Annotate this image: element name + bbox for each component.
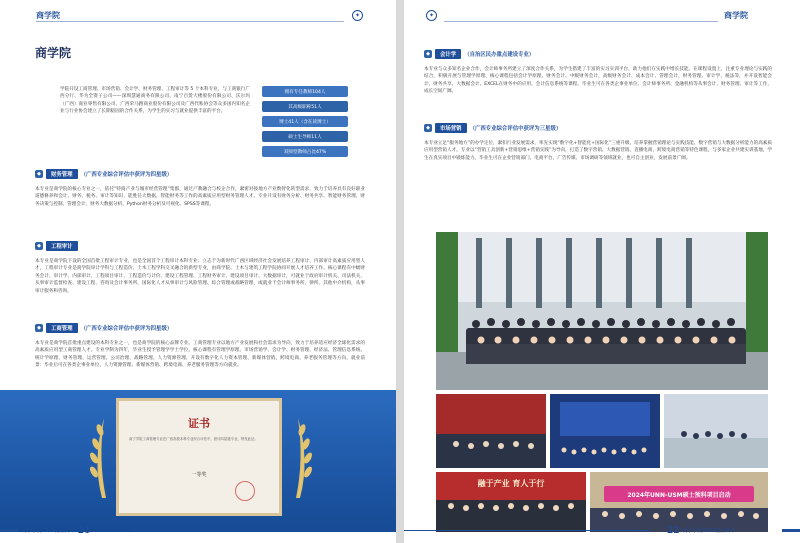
certificate-grade: 一等奖 <box>191 472 207 478</box>
left-header <box>36 8 60 22</box>
section-text-marketing: 本专业立足“服务地方”的办学定位，紧扣行业发展需求，率先实现“数字化+智能化+国际化”三重升级，培养掌握营销理论与实践技能、数字营销与大数据分析能力的高素质应用型营销人才。专业以“营销工具创新+营销思维+营销实践”为导向，打造了数字营销、大数据营销、直播电商、跨境电商营销等特色课程，与多家企业共建实训基地，学生在真实项目中锻炼能力。毕业生可在企业营销部门、电商平台、广告传媒、市场调研等领域就业，也可自主创业，发展前景广阔。 <box>424 141 772 161</box>
section-icon: ◆ <box>35 324 43 332</box>
event-photo-banner-2 <box>590 472 768 532</box>
section-text-audit: 本专业是商学院下设的全国首批工程审计专业，也是全国首个工程审计本科专业；立志于为新时代广西区域经济社会发展培养工程审计、内部审计高素质应用型人才，工程审计专业是商学院审计学科与工程造价、土木工程学科交叉融合的新型专业，由商学院、土木与建筑工程学院协同开展人才培养工作。核心课程有中级财务会计、审计学、内部审计、工程项目审计、工程造价与计价、建设工程管理、工程财务审计、建设项目审计、大数据审计，可就业于政府审计机关、司法机关、从事审计监督检查、建设工程、咨询及会计事务所、国际化人才从事审计与风险管理、综合管理或战略管理，或就业于会计师事务所、律所、其他中介机构，从事审计服务和咨询。 <box>35 259 365 294</box>
section-heading-finance: ◆ 财务管理 （广西专业综合评估中获评为四星级） <box>35 168 172 179</box>
group-photo <box>436 232 768 390</box>
section-text-business: 本专业是商学院首批重点建设的本科专业之一，也是商学院的核心品牌专业。工商管理专业以地方产业发展和社会需求为导向，致力于培养适应经济全球化需求的高素质应用型工商管理人才。专业学制为四年，毕业生授予管理学学士学位。核心课程有管理学原理、市场营销学、会计学、财务管理、经济法、管理信息系统、统计学原理、财务管理、运营管理、公司治理、战略管理、人力资源管理、开设有数字化人力资本管理、新媒体营销、跨境电商、养老服务管理等方向。就业前景：毕业后可在各类企事业单位、人力资源管理、新媒体营销、跨境电商、养老服务管理等方向就业。 <box>35 341 365 369</box>
section-heading-accounting: ◆ 会计学 （自治区民办重点建设专业） <box>424 48 534 59</box>
stat-badge: 硕士生导师11人 <box>262 131 348 142</box>
right-header <box>724 8 748 22</box>
stat-badge: 其高级职称51人 <box>262 101 348 112</box>
header-divider <box>36 21 344 22</box>
school-logo-icon: ✦ <box>426 10 437 21</box>
seal-icon <box>235 481 255 501</box>
right-footer <box>664 526 735 535</box>
section-heading-business: ◆ 工商管理 （广西专业综合评估中获评为四星级） <box>35 322 172 333</box>
certificate-image <box>116 398 282 516</box>
event-photo-banner-1 <box>436 472 586 532</box>
certificate-body: 南宁学院工商管理专业在广西高校本科专业综合评估中，获评四星级专业，特发此证。 <box>129 437 258 441</box>
wheat-left-icon <box>72 410 116 500</box>
left-footer <box>22 526 93 535</box>
wheat-right-icon <box>286 410 330 500</box>
banner-text-2: 2024年UNN-USM硕士预科项目启动 <box>604 486 754 502</box>
event-photo-2 <box>550 394 660 468</box>
school-logo-icon: ✦ <box>352 10 363 21</box>
section-text-finance: 本专业是商学院的核心专业之一，依托“特商产业与城市经营管理”集群，通过产教融合与校企合作，紧密对接地方产业数智化转型需求，致力于培养具有良好职业道德修养和会计、财务、税务、审计等知识，能胜任大数据、智能财务等工作的高素质应用型财务管理人才。专业开设有财务分析、财务共享、智能财务管理、财务决策与控制、管理会计、财务大数据分析、Python财务分析及可视化、SPSS等课程。 <box>35 187 365 207</box>
intro-paragraph: 学院开设工商管理、市场营销、会计学、财务管理、工程审计等 5 个本科专业，与工商银行广西分行、华为全资子公司——深圳慧通商务有限公司、南宁百货大楼股份有限公司、沃尔玛（广西）商业零售有限公司、广西荣马跑商业股份有限公司及广西代账协会等众多国内知名企业与行业协会建立了长期稳固的合作关系，为学生的实习与就业提供丰富的平台。 <box>60 87 250 115</box>
footer-school: 南宁学院2025招生简章 <box>22 528 75 534</box>
header-title: 商学院 <box>36 9 60 20</box>
section-text-accounting: 本专业与众多知名企业合作，会计师事务所建立了深度合作关系，为学生搭建了丰富的实习实训平台，助力他们在实践中增长技能。在课程设置上，注重专业理论与实践的结合，积极开展与管理学原理、核心课程包括会计学原理、财务会计、中级财务会计、高级财务会计、成本会计、管理会计、财务管理、审计学、税法等，并开设智能会计、财务共享、大数据会计、EXCEL在财务中的应用、会计信息系统等课程。毕业生可在各类企事业单位、会计师事务所、金融机构等从事会计、财务管理、审计等工作，成长空间广阔。 <box>424 67 772 95</box>
header-title: 商学院 <box>724 9 748 20</box>
section-icon: ◆ <box>35 242 43 250</box>
stat-badge: 拥有专任教师104人 <box>262 86 348 97</box>
stat-badge: 博士41人（含在读博士） <box>262 116 348 127</box>
page-title: 商学院 <box>35 46 72 60</box>
stat-badge: 双师型教师占比47% <box>262 146 348 157</box>
section-heading-marketing: ◆ 市场营销 （广西专业综合评估中获评为三星级） <box>424 122 561 133</box>
section-icon: ◆ <box>424 124 432 132</box>
page-number: 21 <box>77 525 91 536</box>
section-heading-audit: ◆ 工程审计 <box>35 240 78 251</box>
page-number: 22 <box>667 525 680 536</box>
footer-school: 南宁学院2025招生简章 <box>682 528 736 534</box>
left-page <box>0 0 396 543</box>
header-divider <box>444 21 718 22</box>
certificate-title: 证书 <box>188 417 210 430</box>
right-page <box>404 0 800 543</box>
section-icon: ◆ <box>424 50 432 58</box>
section-icon: ◆ <box>35 170 43 178</box>
event-photo-3 <box>664 394 768 468</box>
banner-text-1: 融于产业 育人于行 <box>477 478 545 488</box>
event-photo-1 <box>436 394 546 468</box>
